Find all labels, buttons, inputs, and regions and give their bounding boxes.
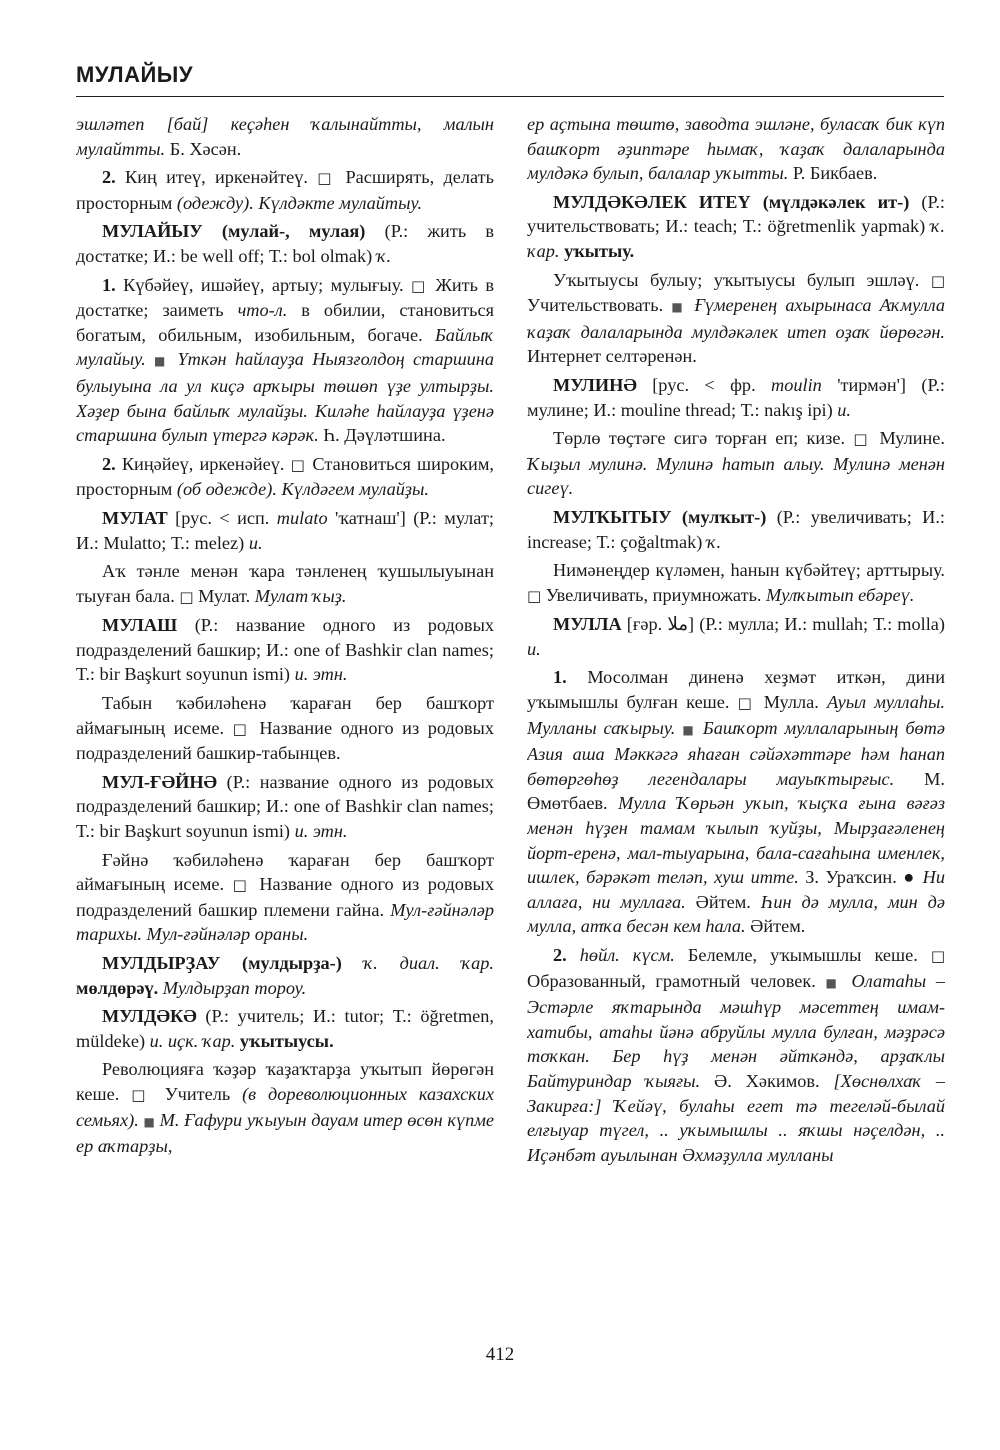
definition-paragraph: Аҡ тәнле менән ҡара тәнленең ҡушылыуынан тыуған бала. □ Мулат. Мулат ҡыҙ. [76, 561, 494, 606]
headword: МУЛАЙЫУ (мулай-, мулая) [102, 221, 366, 242]
definition-paragraph: Ғәйнә ҡәбиләһенә ҡараған бер башҡорт аймағының исеме. □ Название одного из родовых подразделений башкир племени гайна. Мул-ғәйнәләр тарихы. Мул-ғәйнәләр ораны. [76, 849, 494, 945]
entry-continuation: ер аҫтына төштө, заводта эшләне, буласаҡ бик күп башҡорт әҙиптәре һымаҡ, ҡаҙаҡ далаларында мулдәкә булып, балалар уҡытты. Р. Бикбаев. [527, 114, 945, 184]
translation-square-icon: □ [232, 876, 251, 895]
headword: МУЛДЫРҘАУ (мулдырҙа-) [102, 953, 342, 973]
page-number: 412 [485, 1344, 515, 1365]
dictionary-entry-mul-gaina: МУЛ-ҒӘЙНӘ (Р.: название одного из родовых подразделений башкир; И.: one of Bashkir clan names; Т.: bir Başkurt soyunun ismi) и. этн. [76, 771, 494, 842]
headword: МУЛ-ҒӘЙНӘ [102, 771, 218, 792]
translation-square-icon: □ [411, 276, 429, 295]
translation-square-icon: □ [232, 719, 251, 738]
definition-paragraph: Табын ҡәбиләһенә ҡараған бер башҡорт аймағының исеме. □ Название одного из родовых подразделений башкир-табынцев. [76, 693, 494, 764]
headword: МУЛҠЫТЫУ (мулҡыт-) [553, 506, 767, 527]
citation-square-icon: ■ [143, 1114, 155, 1129]
translation-square-icon: □ [737, 694, 756, 713]
headword: МУЛАШ [102, 615, 178, 636]
sense-paragraph: 1. Мосолман диненә хеҙмәт иткән, дини уҡымышлы булған кеше. □ Мулла. Ауыл муллаһы. Мулланы саҡырыу. ■ Башҡорт муллаларының бөтә Азия аша Мәккәгә яһаған сәйәхәттәре һәм һанап бөтөргөһөҙ легендалары мауыҡтырғыс. М. Өмөтбаев. Мулла Ҡөрьән уҡып, ҡыҫҡа ғына вәғәз менән һүҙен тамам ҡылып ҡуйҙы, Мырҙағәленең йорт-еренә, мал-тыуарына, бала-сағаһына именлек, ишлек, бәрәкәт теләп, хуш итте. З. Ураҡсин. ● Ни аллаға, ни муллаға. Әйтем. Һин дә мулла, мин дә мулла, атҡа бесән кем һала. Әйтем. [527, 667, 945, 937]
headword: МУЛДӘКӘ [102, 1006, 197, 1027]
citation-square-icon: ■ [671, 300, 687, 315]
dictionary-entry-mulla: МУЛЛА [ғәр. ملا] (Р.: мулла; И.: mullah; Т.: molla) и. [527, 614, 945, 659]
translation-square-icon: □ [179, 587, 194, 606]
dictionary-entry-mulqytyu: МУЛҠЫТЫУ (мулҡыт-) (Р.: увеличивать; И.: increase; Т.: çoğaltmak) ҡ. [527, 506, 945, 552]
citation-square-icon: ■ [682, 722, 696, 737]
definition-paragraph: Революцияға ҡәҙәр ҡаҙаҡтарҙа уҡытып йөрөгән кеше. □ Учитель (в дореволюционных казахских семьях). ■ М. Ғафури уҡыуын дауам итер өсөн күпме ер аҡтарҙы, [76, 1059, 494, 1157]
dictionary-entry-mulaiyu: МУЛАЙЫУ (мулай-, мулая) (Р.: жить в достатке; И.: be well off; Т.: bol olmak) ҡ. [76, 221, 494, 266]
left-column [76, 112, 494, 1332]
entry-continuation: эшләтеп [бай] кеҫәһен ҡалынайтты, малын мулайтты. Б. Хәсән. [76, 114, 494, 159]
sense-paragraph: 1. Күбәйеү, ишәйеү, артыу; мулығыу. □ Жить в достатке; заиметь что-л. в обилии, становиться богатым, обильным, изобильным, богаче. Байлыҡ мулайыу. ■ Үткән һайлауҙа Ныязғолдоң старшина булыуына ла ул киҫә арҡыры төшөп үҙе ултырҙы. Хәҙер бына байлыҡ мулайҙы. Киләһе һайлауҙа үҙенә старшина булып үтергә кәрәк. Һ. Дәүләтшина. [76, 274, 494, 446]
headword: МУЛИНӘ [553, 374, 637, 395]
translation-square-icon: □ [131, 1085, 153, 1104]
right-column [527, 112, 945, 1332]
citation-square-icon: ■ [825, 975, 842, 990]
definition-paragraph: Нимәнеңдер күләмен, һанын күбәйтеү; арттырыу. □ Увеличивать, приумножать. Мулҡытып ебәреү. [527, 560, 945, 605]
running-head: МУЛАЙЫУ [76, 62, 194, 87]
page-header [76, 58, 944, 97]
sense-paragraph: 2. һөйл. күсм. Белемле, уҡымышлы кеше. □ Образованный, грамотный человек. ■ Олатаһы – Эстәрле яҡтарында мәшһүр мәсеттең имам-хатибы, атаһы йәнә абруйлы мулла булған, мәҙрәсә тоҡкан. Бер һүҙ менән әйткәндә, арҙаҡлы Байтуриндар ҡыяғы. Ә. Хәкимов. [Хөснөлхаҡ – Закирға:] Ҡейәү, булаһы егет тә тегеләй-былай елғыуар түгел, .. уҡымышлы .. яҡшы нәҫелдән, .. Иҫәнбәт ауылынан Әхмәҙулла мулланы [527, 945, 945, 1165]
translation-square-icon: □ [527, 586, 542, 605]
dictionary-entry-muldekelek-iteu: МУЛДӘКӘЛЕК ИТЕҮ (мүлдәкәлек ит-) (Р.: учительствовать; И.: teach; Т.: öğretmenlik yapmak) ҡ. ҡар. уҡытыу. [527, 191, 945, 261]
headword: МУЛЛА [553, 614, 622, 635]
citation-square-icon: ■ [154, 354, 170, 369]
definition-paragraph: Төрлө төҫтәге сигә торған еп; кизе. □ Мулине. Ҡыҙыл мулинә. Мулинә һатып алыу. Мулинә менән сигеү. [527, 428, 945, 499]
dictionary-entry-mulash: МУЛАШ (Р.: название одного из родовых подразделений башкир; И.: one of Bashkir clan names; Т.: bir Başkurt soyunun ismi) и. этн. [76, 615, 494, 685]
translation-square-icon: □ [930, 947, 945, 965]
sense-paragraph: 2. Киң итеү, иркенәйтеү. □ Расширять, делать просторным (одежду). Күлдәкте мулайтыу. [76, 167, 494, 213]
sense-paragraph: 2. Киңәйеү, иркенәйеү. □ Становиться широким, просторным (об одежде). Күлдәгем мулайҙы. [76, 453, 494, 500]
dictionary-entry-muline: МУЛИНӘ [рус. < фр. moulin 'тирмән'] (Р.: мулине; И.: mouline thread; Т.: nakış ipi) и. [527, 374, 945, 420]
translation-square-icon: □ [317, 169, 337, 188]
translation-square-icon: □ [930, 271, 945, 290]
dictionary-entry-muldeke: МУЛДӘКӘ (Р.: учитель; И.: tutor; Т.: öğretmen, müldeke) и. иҫк. ҡар. уҡытыусы. [76, 1006, 494, 1051]
headword: МУЛАТ [102, 507, 168, 528]
headword: МУЛДӘКӘЛЕК ИТЕҮ (мүлдәкәлек ит-) [553, 191, 910, 212]
definition-paragraph: Уҡытыусы булыу; уҡытыусы булып эшләү. □ Учительствовать. ■ Ғүмеренең ахырынаса Аҡмулла ҡаҙаҡ далаларында мулдәкәлек итеп оҙаҡ йөрөгән. Интернет селтәренән. [527, 269, 945, 367]
translation-square-icon: □ [290, 455, 307, 474]
dictionary-entry-mulat: МУЛАТ [рус. < исп. mulato 'ҡатнаш'] (Р.: мулат; И.: Mulatto; Т.: melez) и. [76, 507, 494, 553]
phraseology-dot-icon: ● [903, 867, 917, 888]
translation-square-icon: □ [853, 430, 872, 449]
dictionary-entry-muldyrzau: МУЛДЫРҘАУ (мулдырҙа-) ҡ. диал. ҡар. мөлдөрәү. Мулдырҙап тороу. [76, 953, 494, 998]
